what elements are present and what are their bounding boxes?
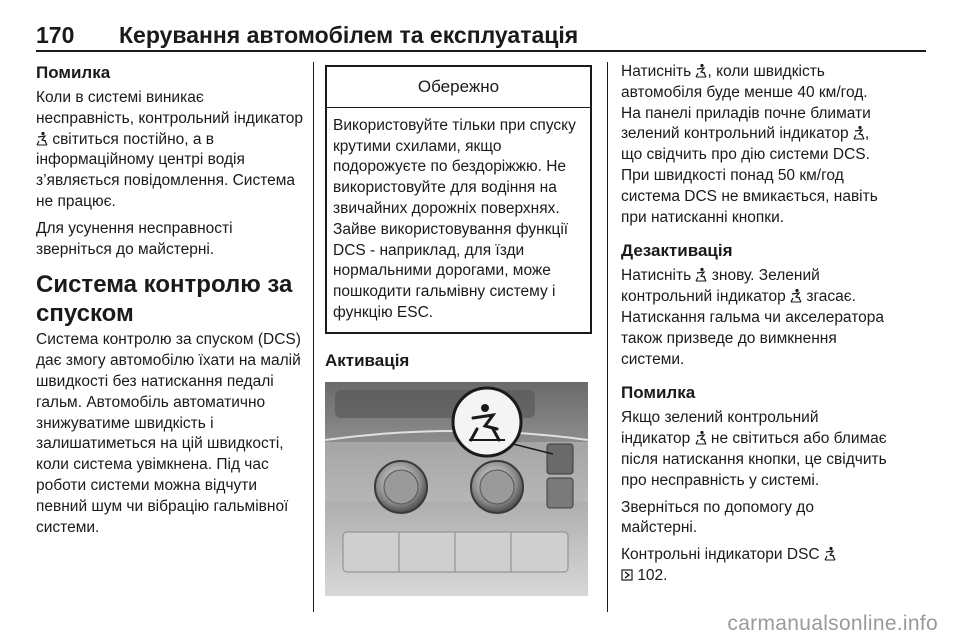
descent-control-icon bbox=[853, 125, 865, 140]
descent-control-icon bbox=[790, 288, 802, 303]
caution-text: Використовуйте тільки при спуску крутими схилами, якщо подорожуєте по бездоріжжю. Не використовуйте для водіння на звичайних дорожніх поверхнях. Зайве використовування функції DCS - наприклад, для їзди нормальними дорогами, може пошкодити гальмівну систему і функцію ESC. bbox=[333, 116, 576, 321]
page-title: Керування автомобілем та експлуатація bbox=[119, 22, 579, 48]
deactivation-paragraph bbox=[621, 266, 889, 370]
fault2-paragraph-2: Зверніться по допомогу до майстерні. bbox=[621, 498, 814, 537]
descent-control-icon bbox=[695, 430, 707, 445]
header-rule bbox=[36, 50, 926, 52]
fault-text-b: світиться постійно, а в інформаційному центрі водія з’являється повідомлення. Система не працює. bbox=[36, 130, 296, 210]
deactivation-text-a: Натисніть bbox=[621, 267, 692, 285]
section-paragraph: Система контролю за спуском (DCS) дає змогу автомобілю їхати на малій швидкості без натискання педалі гальм. Автомобіль автоматично знижуватиме швидкість і залишатиметься на цій швидкості, коли система увімкнена. Під час роботи системи можна відчути певний шум чи вібрацію гальмівної системи. bbox=[36, 331, 301, 536]
activation-heading: Активація bbox=[325, 350, 410, 370]
reference-page[interactable]: 102. bbox=[637, 566, 668, 584]
activation-text-a: Натисніть bbox=[621, 63, 692, 80]
column-divider-1 bbox=[313, 62, 314, 612]
descent-control-icon bbox=[695, 267, 707, 282]
fault-paragraph bbox=[36, 88, 304, 213]
fault-paragraph-2: Для усунення несправності зверніться до майстерні. bbox=[36, 219, 233, 258]
column-middle bbox=[325, 62, 592, 603]
descent-control-icon bbox=[36, 131, 48, 146]
fault2-paragraph bbox=[621, 408, 889, 491]
fault-text-a: Коли в системі виникає несправність, контрольний індикатор bbox=[36, 89, 304, 127]
activation-paragraph bbox=[621, 62, 889, 228]
activation-text-c: , що свідчить про дію системи DCS. При швидкості понад 50 км/год система DCS не вмикається, навіть при натисканні кнопки. bbox=[621, 125, 878, 226]
fault2-text-b: не світиться або блимає після натискання кнопки, це свідчить про несправність у системі. bbox=[621, 430, 887, 489]
activation-text-b: , коли швидкість автомобіля буде менше 40 км/год. На панелі приладів почне блимати зелений контрольний індикатор bbox=[621, 63, 871, 143]
caution-box bbox=[325, 65, 592, 334]
column-right bbox=[621, 62, 889, 593]
fault2-text-a: Якщо зелений контрольний індикатор bbox=[621, 409, 819, 448]
deactivation-heading: Дезактивація bbox=[621, 241, 733, 261]
reference-text: Контрольні індикатори DSC bbox=[621, 546, 820, 564]
page-number: 170 bbox=[36, 22, 75, 48]
reference-paragraph bbox=[621, 545, 889, 587]
watermark: carmanualsonline.info bbox=[727, 612, 938, 635]
deactivation-text-b: знову. Зелений контрольний індикатор bbox=[621, 267, 820, 306]
section-heading: Система контролю за спуском bbox=[36, 271, 293, 328]
column-left bbox=[36, 62, 304, 544]
descent-control-icon bbox=[824, 546, 836, 561]
descent-control-icon bbox=[695, 63, 707, 78]
fault2-heading: Помилка bbox=[621, 383, 696, 403]
deactivation-text-c: згасає. Натискання гальма чи акселератора також призведе до вимкнення системи. bbox=[621, 288, 885, 368]
dashboard-button-illustration bbox=[325, 382, 588, 596]
fault-heading: Помилка bbox=[36, 63, 111, 82]
page-reference-arrow-icon bbox=[621, 567, 633, 582]
column-divider-2 bbox=[607, 62, 608, 612]
caution-heading: Обережно bbox=[327, 67, 590, 108]
